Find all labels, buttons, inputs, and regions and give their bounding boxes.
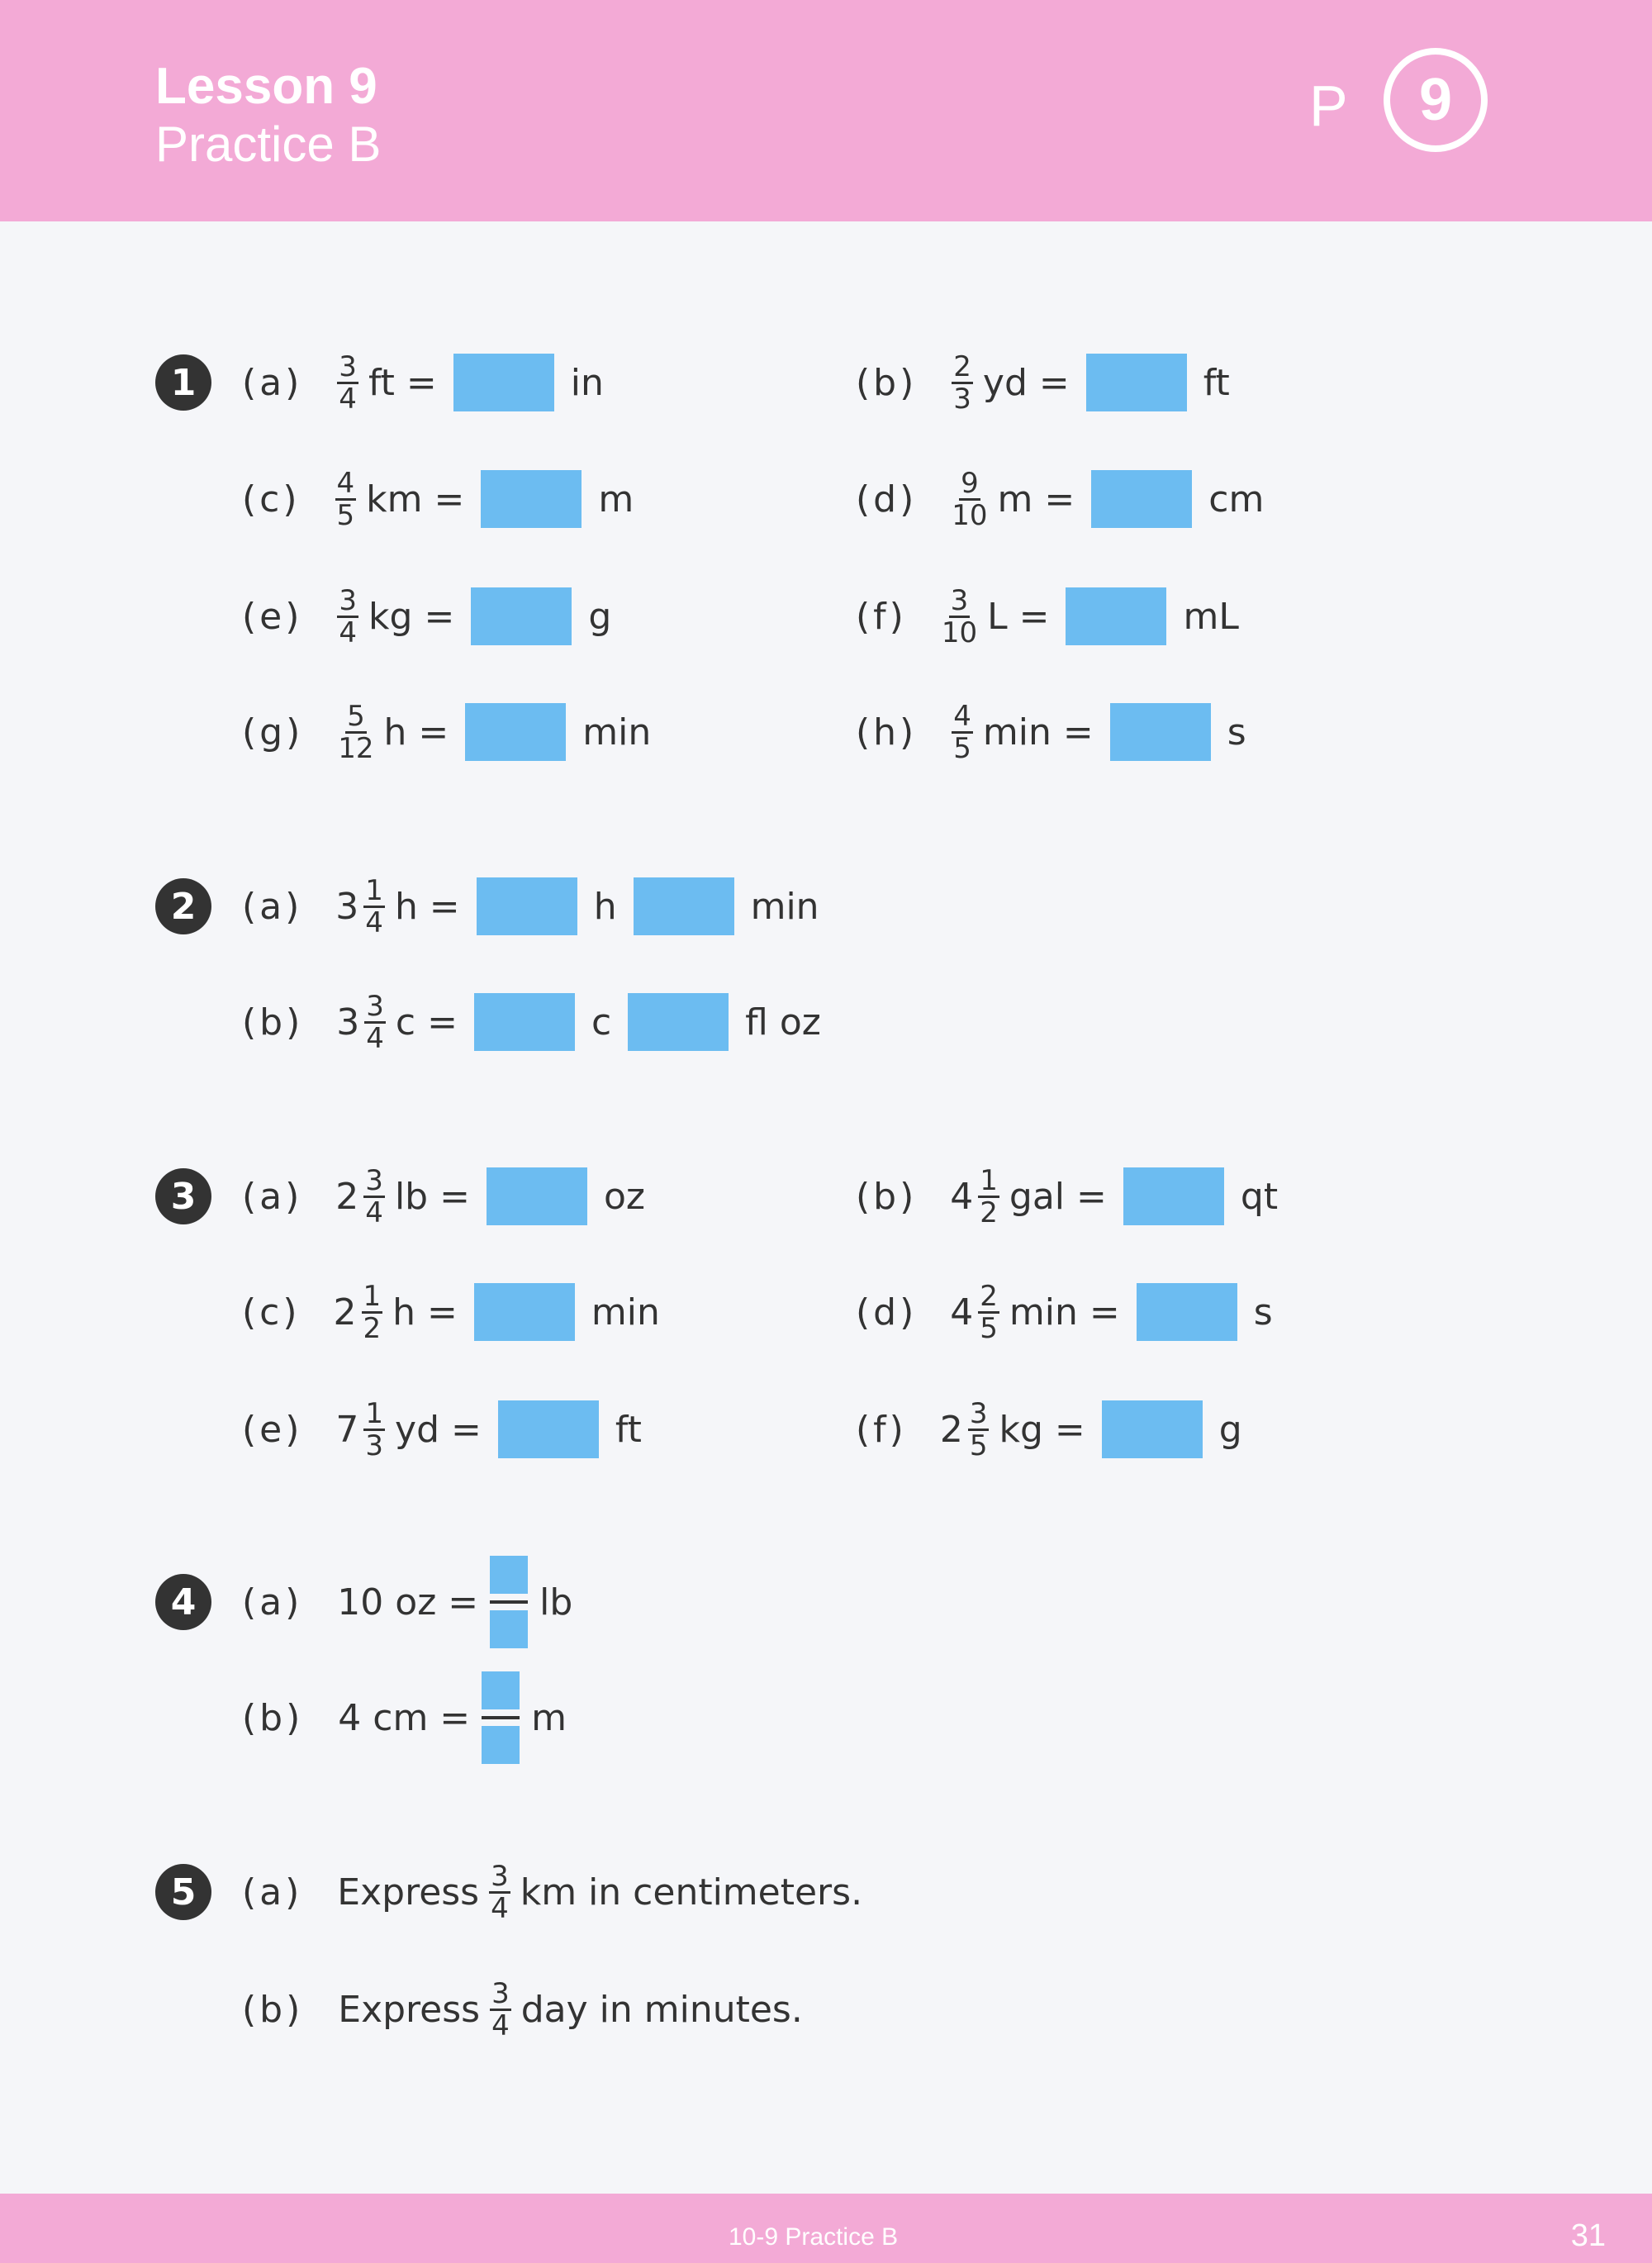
numerator: 1 bbox=[365, 1396, 384, 1430]
whole-number: 2 bbox=[939, 1408, 963, 1451]
expression-text: gal = bbox=[1009, 1175, 1107, 1218]
numerator: 4 bbox=[336, 466, 355, 500]
expression-text: cm bbox=[1208, 478, 1265, 521]
fraction-answer-box bbox=[490, 1556, 528, 1648]
numerator: 3 bbox=[339, 349, 357, 383]
fraction bbox=[968, 1396, 990, 1462]
part-label: (b) bbox=[242, 1988, 304, 2031]
denominator: 2 bbox=[980, 1196, 998, 1229]
denominator: 10 bbox=[941, 616, 978, 649]
expression-text: in bbox=[570, 361, 604, 404]
denominator: 4 bbox=[366, 1021, 384, 1055]
expression-text: oz bbox=[603, 1175, 645, 1218]
expression-text: h bbox=[593, 885, 617, 928]
answer-box[interactable] bbox=[628, 993, 729, 1051]
fraction bbox=[364, 991, 386, 1053]
expression-text: km = bbox=[366, 478, 465, 521]
expression-text: h = bbox=[392, 1291, 458, 1334]
numerator: 3 bbox=[950, 583, 969, 617]
denominator: 2 bbox=[363, 1311, 382, 1345]
part-label: (a) bbox=[242, 885, 303, 928]
answer-box[interactable] bbox=[1066, 587, 1166, 645]
expression-text: kg = bbox=[368, 595, 455, 638]
numerator: 5 bbox=[347, 699, 365, 733]
expression-text: m bbox=[531, 1696, 567, 1739]
expression-text: ft bbox=[615, 1408, 642, 1451]
fraction bbox=[489, 1861, 510, 1923]
denominator: 4 bbox=[365, 906, 383, 939]
lesson-number-badge: 9 bbox=[1384, 48, 1488, 152]
fraction bbox=[363, 1396, 385, 1462]
fraction bbox=[978, 1163, 999, 1229]
question-number-3: 3 bbox=[155, 1168, 211, 1224]
denominator: 12 bbox=[338, 731, 374, 765]
question-number-5: 5 bbox=[155, 1864, 211, 1920]
answer-box[interactable] bbox=[481, 470, 582, 528]
numerator: 3 bbox=[366, 989, 384, 1023]
answer-box[interactable] bbox=[1102, 1400, 1203, 1458]
part-label: (f) bbox=[856, 1408, 907, 1451]
denominator-answer-box[interactable] bbox=[490, 1610, 528, 1648]
numerator: 4 bbox=[953, 699, 971, 733]
whole-number: 4 bbox=[950, 1175, 974, 1218]
part-label: (e) bbox=[242, 1408, 303, 1451]
expression-text: day in minutes. bbox=[520, 1988, 803, 2031]
part-label: (f) bbox=[856, 595, 907, 638]
part-label: (g) bbox=[242, 711, 304, 754]
answer-box[interactable] bbox=[474, 993, 575, 1051]
answer-box[interactable] bbox=[477, 877, 577, 935]
expression-text: yd = bbox=[395, 1408, 482, 1451]
part-label: (a) bbox=[242, 1581, 303, 1624]
expression-text: c bbox=[591, 1001, 612, 1044]
answer-box[interactable] bbox=[634, 877, 734, 935]
expression-text: ft bbox=[1203, 361, 1230, 404]
expression-text: min = bbox=[1009, 1291, 1120, 1334]
fraction-bar bbox=[482, 1716, 520, 1719]
numerator: 3 bbox=[491, 1859, 509, 1893]
part-label: (b) bbox=[856, 361, 918, 404]
numerator: 3 bbox=[339, 583, 358, 617]
question-number-1: 1 bbox=[155, 354, 211, 411]
fraction bbox=[952, 701, 973, 763]
expression-text: km in centimeters. bbox=[520, 1871, 863, 1914]
fraction bbox=[363, 873, 385, 939]
answer-box[interactable] bbox=[1110, 703, 1211, 761]
numerator: 1 bbox=[365, 873, 383, 907]
expression-text: min bbox=[582, 711, 652, 754]
numerator-answer-box[interactable] bbox=[490, 1556, 528, 1594]
numerator: 3 bbox=[365, 1163, 383, 1197]
expression-text: h = bbox=[383, 711, 449, 754]
part-label: (h) bbox=[856, 711, 918, 754]
part-label: (d) bbox=[856, 478, 918, 521]
fraction bbox=[952, 349, 973, 416]
part-label: (c) bbox=[242, 478, 301, 521]
denominator: 3 bbox=[953, 382, 971, 416]
part-label: (a) bbox=[242, 1871, 303, 1914]
whole-number: 3 bbox=[335, 885, 359, 928]
expression-text: s bbox=[1227, 711, 1246, 754]
answer-box[interactable] bbox=[1137, 1283, 1237, 1341]
expression-text: ft = bbox=[368, 361, 437, 404]
denominator-answer-box[interactable] bbox=[482, 1726, 520, 1764]
whole-number: 2 bbox=[335, 1175, 359, 1218]
denominator: 4 bbox=[491, 1891, 509, 1925]
expression-text: qt bbox=[1240, 1175, 1279, 1218]
expression-text: Express bbox=[338, 1988, 481, 2031]
part-label: (e) bbox=[242, 595, 303, 638]
expression-text: mL bbox=[1183, 595, 1239, 638]
denominator: 4 bbox=[365, 1196, 383, 1229]
page-number: 31 bbox=[1570, 2218, 1606, 2253]
page-footer bbox=[0, 2194, 1652, 2263]
fraction bbox=[941, 583, 978, 649]
fraction bbox=[338, 701, 373, 763]
whole-number: 7 bbox=[335, 1408, 359, 1451]
fraction bbox=[363, 1163, 385, 1229]
expression-text: c = bbox=[395, 1001, 458, 1044]
answer-box[interactable] bbox=[498, 1400, 599, 1458]
denominator: 5 bbox=[336, 498, 355, 532]
answer-box[interactable] bbox=[465, 703, 566, 761]
answer-box[interactable] bbox=[474, 1283, 575, 1341]
numerator: 2 bbox=[980, 1279, 998, 1313]
lesson-header bbox=[0, 0, 1652, 221]
question-number-4: 4 bbox=[155, 1574, 211, 1630]
answer-box[interactable] bbox=[1123, 1167, 1224, 1225]
part-label: (b) bbox=[242, 1001, 304, 1044]
answer-box[interactable] bbox=[1086, 354, 1187, 411]
fraction bbox=[490, 1976, 511, 2042]
expression-text: m = bbox=[997, 478, 1075, 521]
numerator: 9 bbox=[961, 466, 979, 500]
part-label: (b) bbox=[856, 1175, 918, 1218]
expression-text: lb bbox=[539, 1581, 573, 1624]
lesson-subtitle: Practice B bbox=[155, 116, 382, 172]
denominator: 4 bbox=[339, 616, 358, 649]
expression-text: lb = bbox=[394, 1175, 470, 1218]
lesson-title: Lesson 9 bbox=[155, 58, 377, 115]
denominator: 3 bbox=[365, 1429, 384, 1462]
numerator: 2 bbox=[953, 349, 971, 383]
expression-text: s bbox=[1253, 1291, 1273, 1334]
expression-text: yd = bbox=[982, 361, 1070, 404]
expression-text: fl oz bbox=[745, 1001, 821, 1044]
fraction bbox=[362, 1281, 383, 1343]
denominator: 5 bbox=[969, 1429, 988, 1462]
denominator: 5 bbox=[980, 1311, 998, 1345]
expression-text: h = bbox=[394, 885, 460, 928]
fraction bbox=[335, 468, 357, 530]
denominator: 4 bbox=[339, 382, 357, 416]
whole-number: 2 bbox=[333, 1291, 357, 1334]
part-label: (c) bbox=[242, 1291, 301, 1334]
expression-text: Express bbox=[337, 1871, 480, 1914]
footer-label: 10-9 Practice B bbox=[729, 2223, 899, 2251]
part-label: (a) bbox=[242, 361, 303, 404]
denominator: 4 bbox=[491, 2009, 510, 2042]
expression-text: g bbox=[588, 595, 612, 638]
expression-text: m bbox=[598, 478, 634, 521]
expression-text: kg = bbox=[999, 1408, 1085, 1451]
answer-box[interactable] bbox=[1091, 470, 1192, 528]
question-number-2: 2 bbox=[155, 878, 211, 934]
fraction-bar bbox=[490, 1600, 528, 1604]
expression-text: min bbox=[591, 1291, 660, 1334]
expression-text: L = bbox=[987, 595, 1050, 638]
answer-box[interactable] bbox=[453, 354, 554, 411]
practice-letter: P bbox=[1309, 74, 1348, 138]
answer-box[interactable] bbox=[487, 1167, 587, 1225]
expression-text: min = bbox=[982, 711, 1094, 754]
numerator-answer-box[interactable] bbox=[482, 1671, 520, 1709]
numerator: 3 bbox=[491, 1976, 510, 2010]
fraction bbox=[337, 583, 358, 649]
fraction bbox=[337, 349, 358, 416]
numerator: 1 bbox=[363, 1279, 382, 1313]
whole-number: 4 bbox=[950, 1291, 974, 1334]
denominator: 5 bbox=[953, 731, 971, 765]
expression-text: 4 cm = bbox=[338, 1696, 471, 1739]
fraction bbox=[952, 468, 987, 530]
numerator: 3 bbox=[969, 1396, 988, 1430]
fraction-answer-box bbox=[482, 1671, 520, 1764]
part-label: (d) bbox=[856, 1291, 918, 1334]
part-label: (a) bbox=[242, 1175, 303, 1218]
expression-text: 10 oz = bbox=[337, 1581, 479, 1624]
expression-text: min bbox=[750, 885, 819, 928]
fraction bbox=[978, 1281, 999, 1343]
numerator: 1 bbox=[980, 1163, 998, 1197]
part-label: (b) bbox=[242, 1696, 304, 1739]
answer-box[interactable] bbox=[471, 587, 572, 645]
denominator: 10 bbox=[952, 498, 988, 532]
whole-number: 3 bbox=[336, 1001, 360, 1044]
expression-text: g bbox=[1218, 1408, 1242, 1451]
